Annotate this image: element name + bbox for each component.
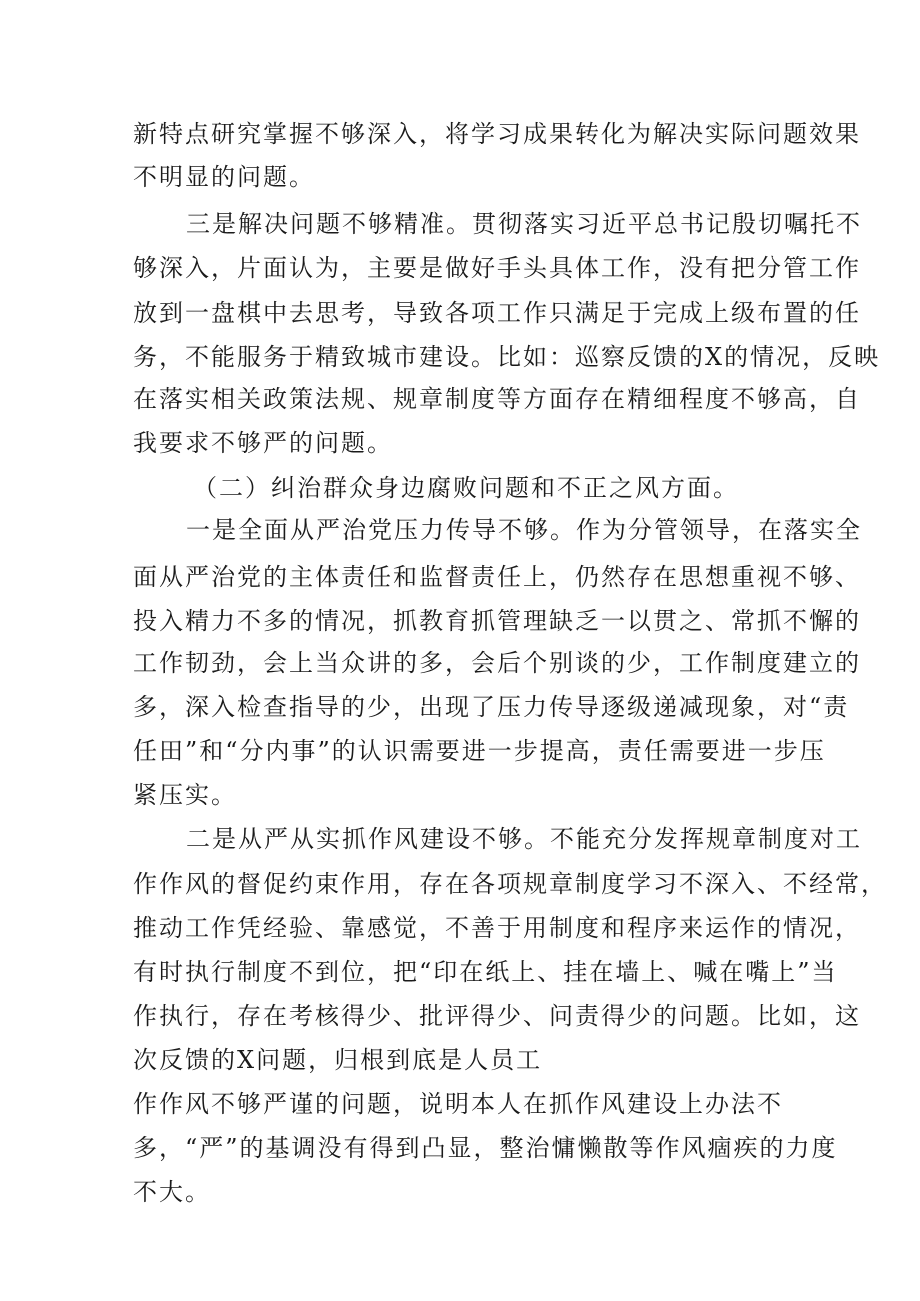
text-line: 面从严治党的主体责任和监督责任上，仍然存在思想重视不够、 bbox=[133, 563, 861, 591]
text-line: 新特点研究掌握不够深入，将学习成果转化为解决实际问题效果 bbox=[133, 120, 861, 148]
text-line: 不明显的问题。 bbox=[133, 163, 315, 191]
text-line: 我要求不够严的问题。 bbox=[133, 429, 393, 457]
text-line: 多，“严”的基调没有得到凸显，整治慵懒散等作风痼疾的力度 bbox=[133, 1134, 838, 1162]
text-line: 放到一盘棋中去思考，导致各项工作只满足于完成上级布置的任 bbox=[133, 299, 861, 327]
text-line: 作作风的督促约束作用，存在各项规章制度学习不深入、不经常， bbox=[133, 870, 887, 898]
text-line: 紧压实。 bbox=[133, 781, 237, 809]
paragraph-start-line: 一是全面从严治党压力传导不够。作为分管领导，在落实全 bbox=[186, 516, 862, 544]
text-line: 次反馈的X问题，归根到底是人员工 bbox=[133, 1046, 543, 1074]
paragraph-start-line: 二是从严从实抓作风建设不够。不能充分发挥规章制度对工 bbox=[186, 825, 862, 853]
text-line: 多，深入检查指导的少，出现了压力传导逐级递减现象，对“责 bbox=[133, 693, 850, 721]
section-heading: （二）纠治群众身边腐败问题和不正之风方面。 bbox=[193, 474, 739, 502]
text-line: 任田”和“分内事”的认识需要进一步提高，责任需要进一步压 bbox=[133, 737, 826, 765]
paragraph-start-line: 三是解决问题不够精准。贯彻落实习近平总书记殷切嘱托不 bbox=[186, 210, 862, 238]
text-line: 务，不能服务于精致城市建设。比如：巡察反馈的X的情况，反映 bbox=[133, 343, 881, 371]
text-line: 作作风不够严谨的问题，说明本人在抓作风建设上办法不 bbox=[133, 1090, 783, 1118]
text-line: 在落实相关政策法规、规章制度等方面存在精细程度不够高，自 bbox=[133, 385, 861, 413]
text-line: 不大。 bbox=[133, 1178, 211, 1206]
text-line: 投入精力不多的情况，抓教育抓管理缺乏一以贯之、常抓不懈的 bbox=[133, 607, 861, 635]
text-line: 有时执行制度不到位，把“印在纸上、挂在墙上、喊在嘴上”当 bbox=[133, 958, 838, 986]
text-line: 作执行，存在考核得少、批评得少、问责得少的问题。比如，这 bbox=[133, 1002, 861, 1030]
text-line: 推动工作凭经验、靠感觉，不善于用制度和程序来运作的情况， bbox=[133, 914, 861, 942]
text-line: 工作韧劲，会上当众讲的多，会后个别谈的少，工作制度建立的 bbox=[133, 649, 861, 677]
text-line: 够深入，片面认为，主要是做好手头具体工作，没有把分管工作 bbox=[133, 254, 861, 282]
